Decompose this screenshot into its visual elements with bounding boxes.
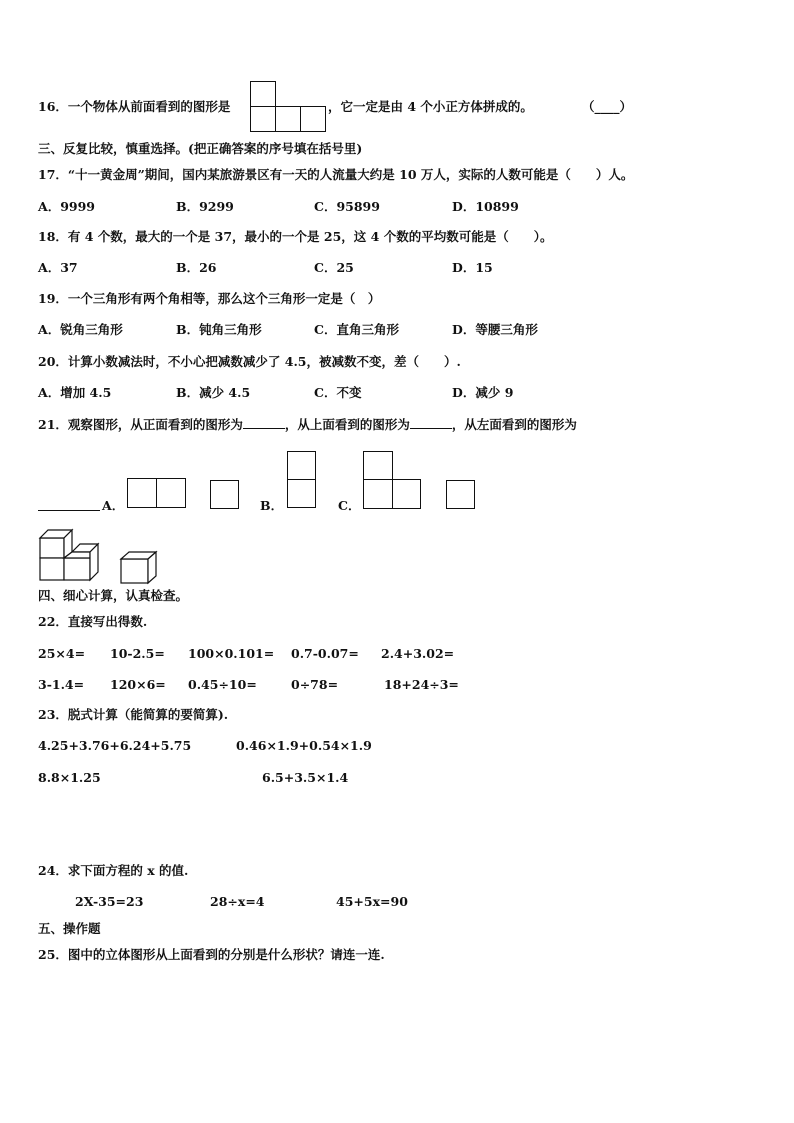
q23-item-3: 8.8×1.25 (38, 770, 101, 785)
q19-option-a[interactable]: A．锐角三角形 (38, 322, 123, 337)
q20-option-c[interactable]: C．不变 (314, 385, 362, 400)
q22-r2-item-1: 3-1.4= (38, 677, 85, 692)
q16-cell-top (250, 81, 276, 107)
section-5-title: 五、操作题 (38, 921, 101, 936)
q22-title: 22．直接写出得数. (38, 614, 148, 629)
q16-cell-bottom-2 (275, 106, 301, 132)
q18-text: 18．有 4 个数，最大的一个是 37，最小的一个是 25，这 4 个数的平均数可能是（ ）。 (38, 229, 553, 244)
q16-cell-bottom-1 (250, 106, 276, 132)
q20-option-a[interactable]: A．增加 4.5 (38, 385, 112, 400)
q20-option-d[interactable]: D．减少 9 (452, 385, 514, 400)
q21-blank-top[interactable] (410, 416, 452, 429)
q16-text (38, 99, 230, 115)
q22-r1-item-4: 0.7-0.07= (291, 646, 359, 661)
q21-label-c[interactable]: C． (338, 498, 361, 513)
q22-r1-item-3: 100×0.101= (188, 646, 275, 661)
q19-option-c[interactable]: C．直角三角形 (314, 322, 399, 337)
q21-c-cell-bottom-1 (363, 479, 393, 509)
q22-r2-item-3: 0.45÷10= (188, 677, 257, 692)
q21-text-a: 21．观察图形，从正面看到的图形为 (38, 417, 243, 432)
q21-c-cell-single (446, 480, 475, 509)
q18-option-b[interactable]: B．26 (176, 260, 217, 275)
q21-text-b: ，从上面看到的图形为 (284, 417, 410, 432)
q17-option-c[interactable]: C．95899 (314, 199, 380, 214)
q18-option-d[interactable]: D．15 (452, 260, 493, 275)
q21-blank-left[interactable] (38, 498, 100, 511)
q17-option-d[interactable]: D．10899 (452, 199, 519, 214)
q21-text-c: ，从左面看到的图形为 (451, 417, 577, 432)
q18-option-c[interactable]: C．25 (314, 260, 354, 275)
q23-item-1: 4.25+3.76+6.24+5.75 (38, 738, 192, 753)
q18-option-a[interactable]: A．37 (38, 260, 78, 275)
q22-r2-item-5: 18+24÷3= (384, 677, 459, 692)
q22-r1-item-5: 2.4+3.02= (381, 646, 455, 661)
q16-cell-bottom-3 (300, 106, 326, 132)
q21-single-cube-figure (120, 550, 158, 584)
q21-a-cell-2 (156, 478, 186, 508)
q23-title: 23．脱式计算（能简算的要简算). (38, 707, 229, 722)
q24-item-1: 2X-35=23 (75, 894, 144, 909)
q24-item-2: 28÷x=4 (210, 894, 265, 909)
q17-option-b[interactable]: B．9299 (176, 199, 234, 214)
section-3-title: 三、反复比较，慎重选择。(把正确答案的序号填在括号里) (38, 141, 363, 156)
q21-a-cell-1 (127, 478, 157, 508)
q21-c-cell-bottom-2 (392, 479, 421, 509)
q21-b-cell-bottom (287, 479, 316, 508)
section-4-title: 四、细心计算，认真检查。 (38, 588, 189, 603)
q22-r1-item-1: 25×4= (38, 646, 86, 661)
q20-option-b[interactable]: B．减少 4.5 (176, 385, 251, 400)
q17-text: 17．“十一黄金周”期间，国内某旅游景区有一天的人流量大约是 10 万人，实际的人数可能是（ ）人。 (38, 167, 634, 182)
q19-option-b[interactable]: B．钝角三角形 (176, 322, 262, 337)
q22-r2-item-2: 120×6= (110, 677, 166, 692)
q20-text: 20．计算小数减法时，不小心把减数减少了 4.5，被减数不变，差（ ）. (38, 354, 461, 369)
q24-title: 24．求下面方程的 x 的值. (38, 863, 189, 878)
q24-item-3: 45+5x=90 (336, 894, 408, 909)
q21-c-cell-top (363, 451, 393, 481)
q23-item-4: 6.5+3.5×1.4 (262, 770, 349, 785)
q16-text-after: ，它一定是由 4 个小正方体拼成的。 (328, 99, 533, 114)
q21-label-a[interactable]: A． (102, 498, 125, 513)
q21-blank-left-view[interactable] (38, 498, 100, 515)
q25-title: 25．图中的立体图形从上面看到的分别是什么形状？请连一连. (38, 947, 385, 962)
q22-r1-item-2: 10-2.5= (110, 646, 165, 661)
q21-b-cell-top (287, 451, 316, 480)
q21-blank-front[interactable] (243, 416, 285, 429)
q16-answer-paren[interactable]: （____） (582, 99, 633, 114)
q22-r2-item-4: 0÷78= (291, 677, 339, 692)
q21-cube-stack-figure (38, 524, 102, 584)
q19-text: 19．一个三角形有两个角相等，那么这个三角形一定是（ ） (38, 291, 381, 306)
q21-a-cell-3 (210, 480, 239, 509)
q21-label-b[interactable]: B． (260, 498, 284, 513)
q17-option-a[interactable]: A．9999 (38, 199, 95, 214)
q23-item-2: 0.46×1.9+0.54×1.9 (236, 738, 372, 753)
q21-text (38, 416, 577, 433)
q19-option-d[interactable]: D．等腰三角形 (452, 322, 538, 337)
q16-text-before: 16．一个物体从前面看到的图形是 (38, 99, 231, 114)
